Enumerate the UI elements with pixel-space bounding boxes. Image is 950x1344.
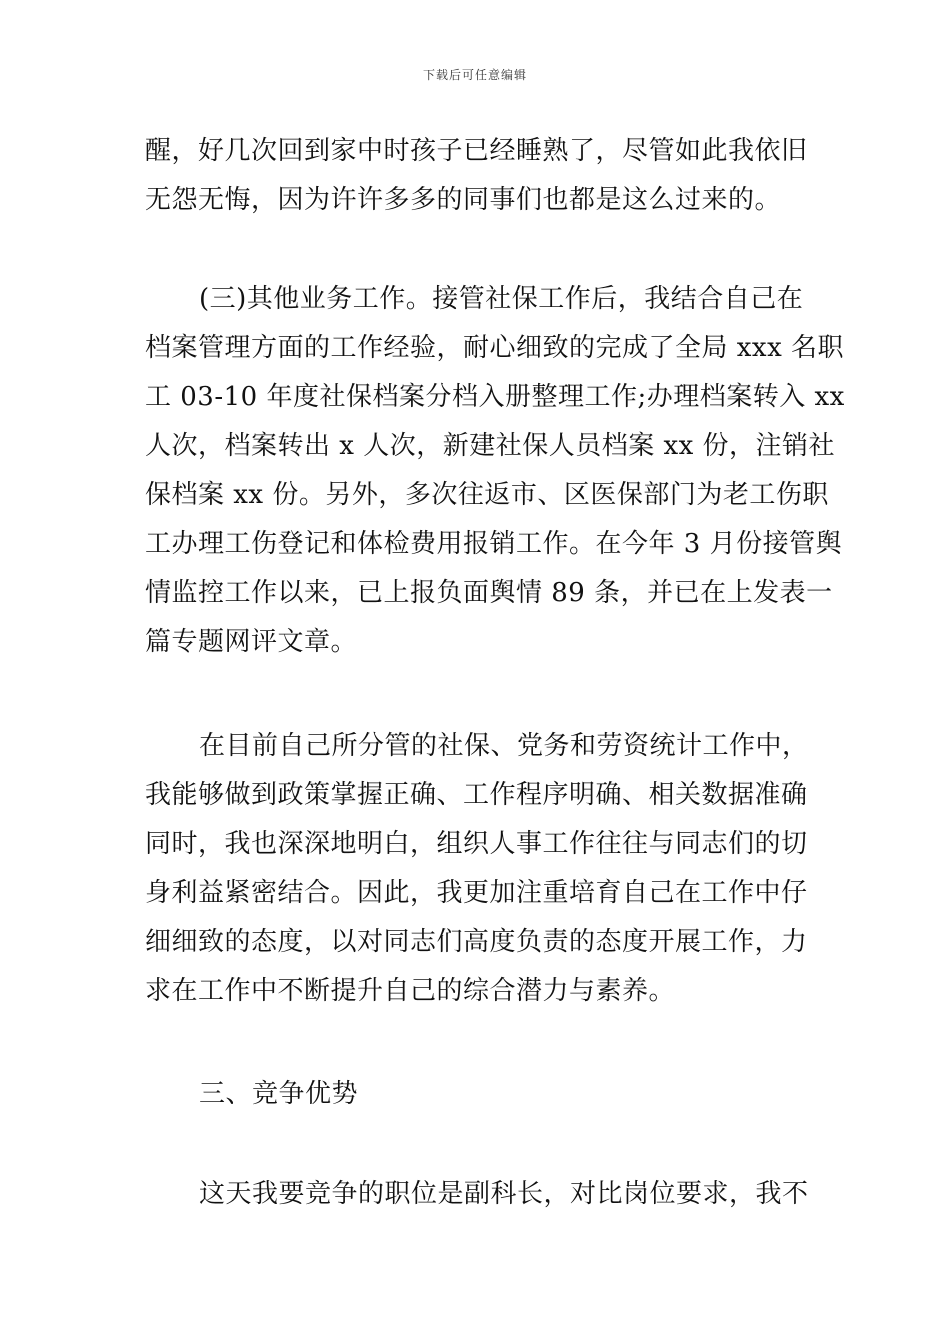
text-line: 求在工作中不断提升自己的综合潜力与素养。 xyxy=(145,976,676,1006)
text-line: 篇专题网评文章。 xyxy=(145,627,358,657)
text-line: 我能够做到政策掌握正确、工作程序明确、相关数据准确 xyxy=(145,780,808,810)
text-line: (三)其他业务工作。接管社保工作后，我结合自己在 xyxy=(199,284,804,314)
text-line: 无怨无悔，因为许许多多的同事们也都是这么过来的。 xyxy=(145,185,782,215)
text-line: 这天我要竞争的职位是副科长，对比岗位要求，我不 xyxy=(199,1179,809,1209)
text-line: 人次，档案转出 x 人次，新建社保人员档案 xx 份，注销社 xyxy=(145,431,836,461)
text-line: 醒，好几次回到家中时孩子已经睡熟了，尽管如此我依旧 xyxy=(145,136,808,166)
text-line: 工 03-10 年度社保档案分档入册整理工作;办理档案转入 xx xyxy=(145,382,845,412)
paragraph-continuation xyxy=(145,127,815,225)
paragraph-position xyxy=(145,1170,815,1219)
text-line: 在目前自己所分管的社保、党务和劳资统计工作中， xyxy=(199,731,809,761)
paragraph-current-work xyxy=(145,722,815,1016)
text-line: 工办理工伤登记和体检费用报销工作。在今年 3 月份接管舆 xyxy=(145,529,843,559)
text-line: 身利益紧密结合。因此，我更加注重培育自己在工作中仔 xyxy=(145,878,808,908)
text-line: 情监控工作以来，已上报负面舆情 89 条，并已在上发表一 xyxy=(145,578,833,608)
text-line: 细细致的态度，以对同志们高度负责的态度开展工作，力 xyxy=(145,927,808,957)
section-title: 三、竞争优势 xyxy=(199,1079,359,1109)
page-header-note: 下载后可任意编辑 xyxy=(422,68,527,82)
text-line: 档案管理方面的工作经验，耐心细致的完成了全局 xxx 名职 xyxy=(145,333,845,363)
text-line: 同时，我也深深地明白，组织人事工作往往与同志们的切 xyxy=(145,829,808,859)
paragraph-other-business xyxy=(145,275,845,667)
section-heading xyxy=(145,1070,815,1119)
text-line: 保档案 xx 份。另外，多次往返市、区医保部门为老工伤职 xyxy=(145,480,829,510)
